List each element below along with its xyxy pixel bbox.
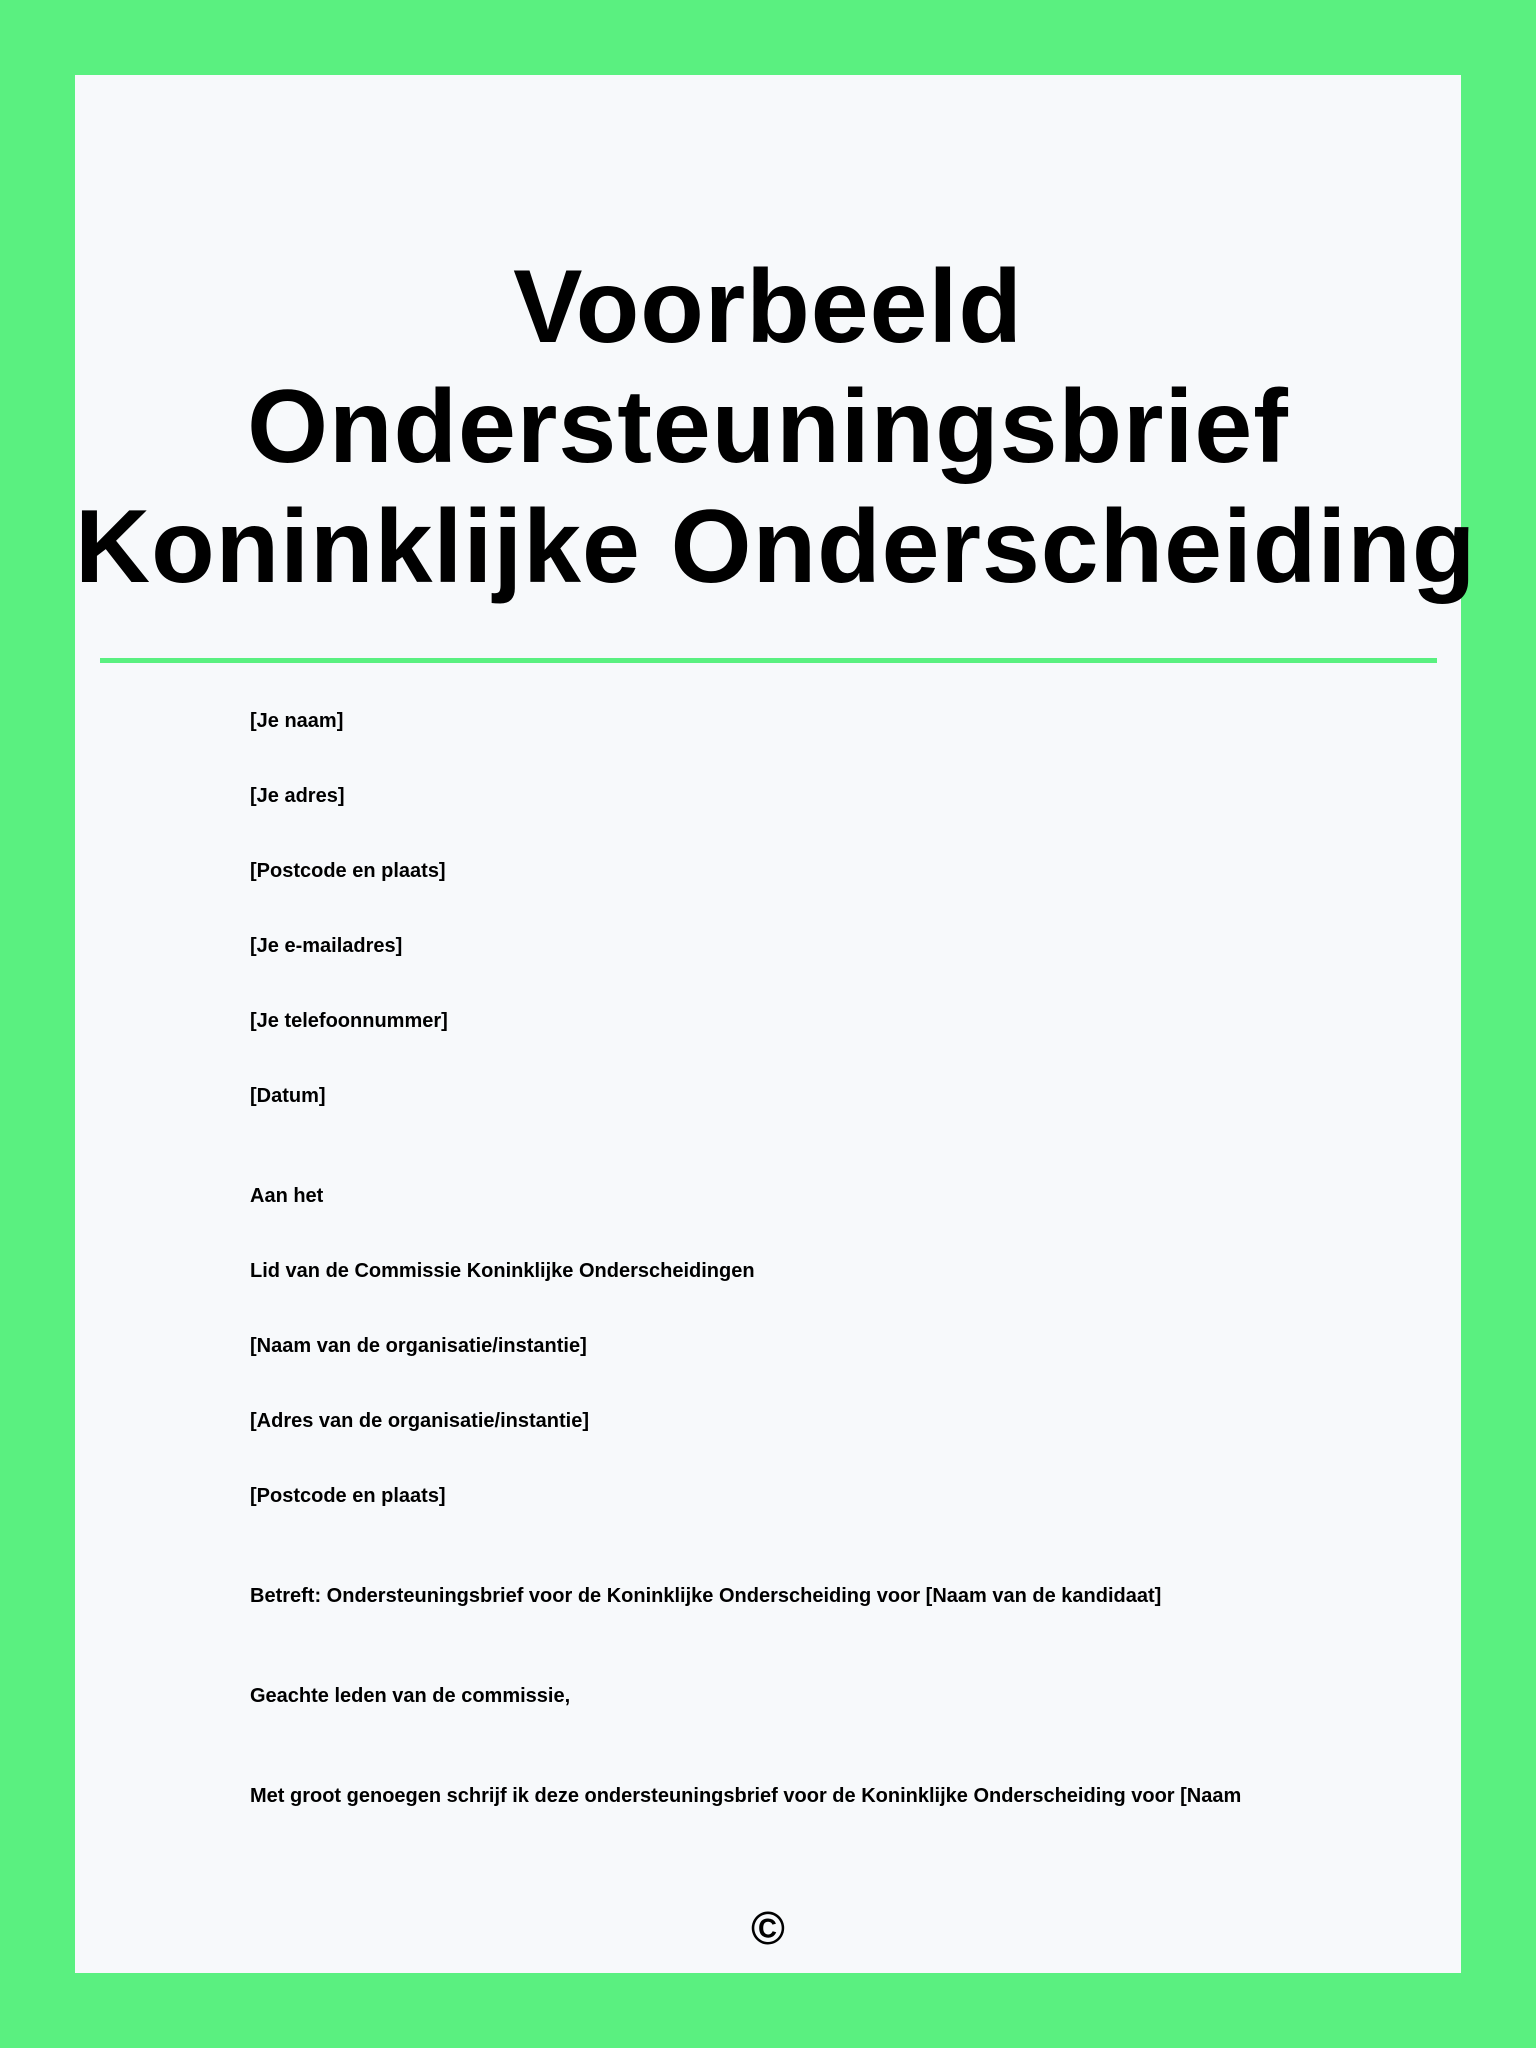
- letter-salutation: Geachte leden van de commissie,: [250, 1685, 571, 1707]
- recipient-postcode-city: [Postcode en plaats]: [250, 1485, 446, 1507]
- sender-postcode-city: [Postcode en plaats]: [250, 860, 446, 882]
- recipient-org-address: [Adres van de organisatie/instantie]: [250, 1410, 589, 1432]
- recipient-org-name: [Naam van de organisatie/instantie]: [250, 1335, 587, 1357]
- recipient-to: Aan het: [250, 1185, 324, 1207]
- letter-body-start: Met groot genoegen schrijf ik deze ondersteuningsbrief voor de Koninklijke Onderscheiding voor [Naam: [250, 1785, 1242, 1807]
- title-line-1: Voorbeeld: [513, 249, 1023, 365]
- letter-subject: Betreft: Ondersteuningsbrief voor de Koninklijke Onderscheiding voor [Naam van de kandidaat]: [250, 1585, 1162, 1607]
- document-page: [75, 75, 1477, 1973]
- sender-address: [Je adres]: [250, 785, 345, 807]
- title-divider: [100, 658, 1437, 663]
- title-line-2: Ondersteuningsbrief: [247, 369, 1289, 485]
- document-title: [75, 247, 1477, 607]
- copyright-icon: ©: [751, 1902, 785, 1954]
- sender-name: [Je naam]: [250, 710, 344, 732]
- title-line-3: Koninklijke Onderscheiding: [75, 489, 1477, 605]
- recipient-member: Lid van de Commissie Koninklijke Onderscheidingen: [250, 1260, 755, 1282]
- letter-date: [Datum]: [250, 1085, 326, 1107]
- sender-email: [Je e-mailadres]: [250, 935, 403, 957]
- sender-phone: [Je telefoonnummer]: [250, 1010, 448, 1032]
